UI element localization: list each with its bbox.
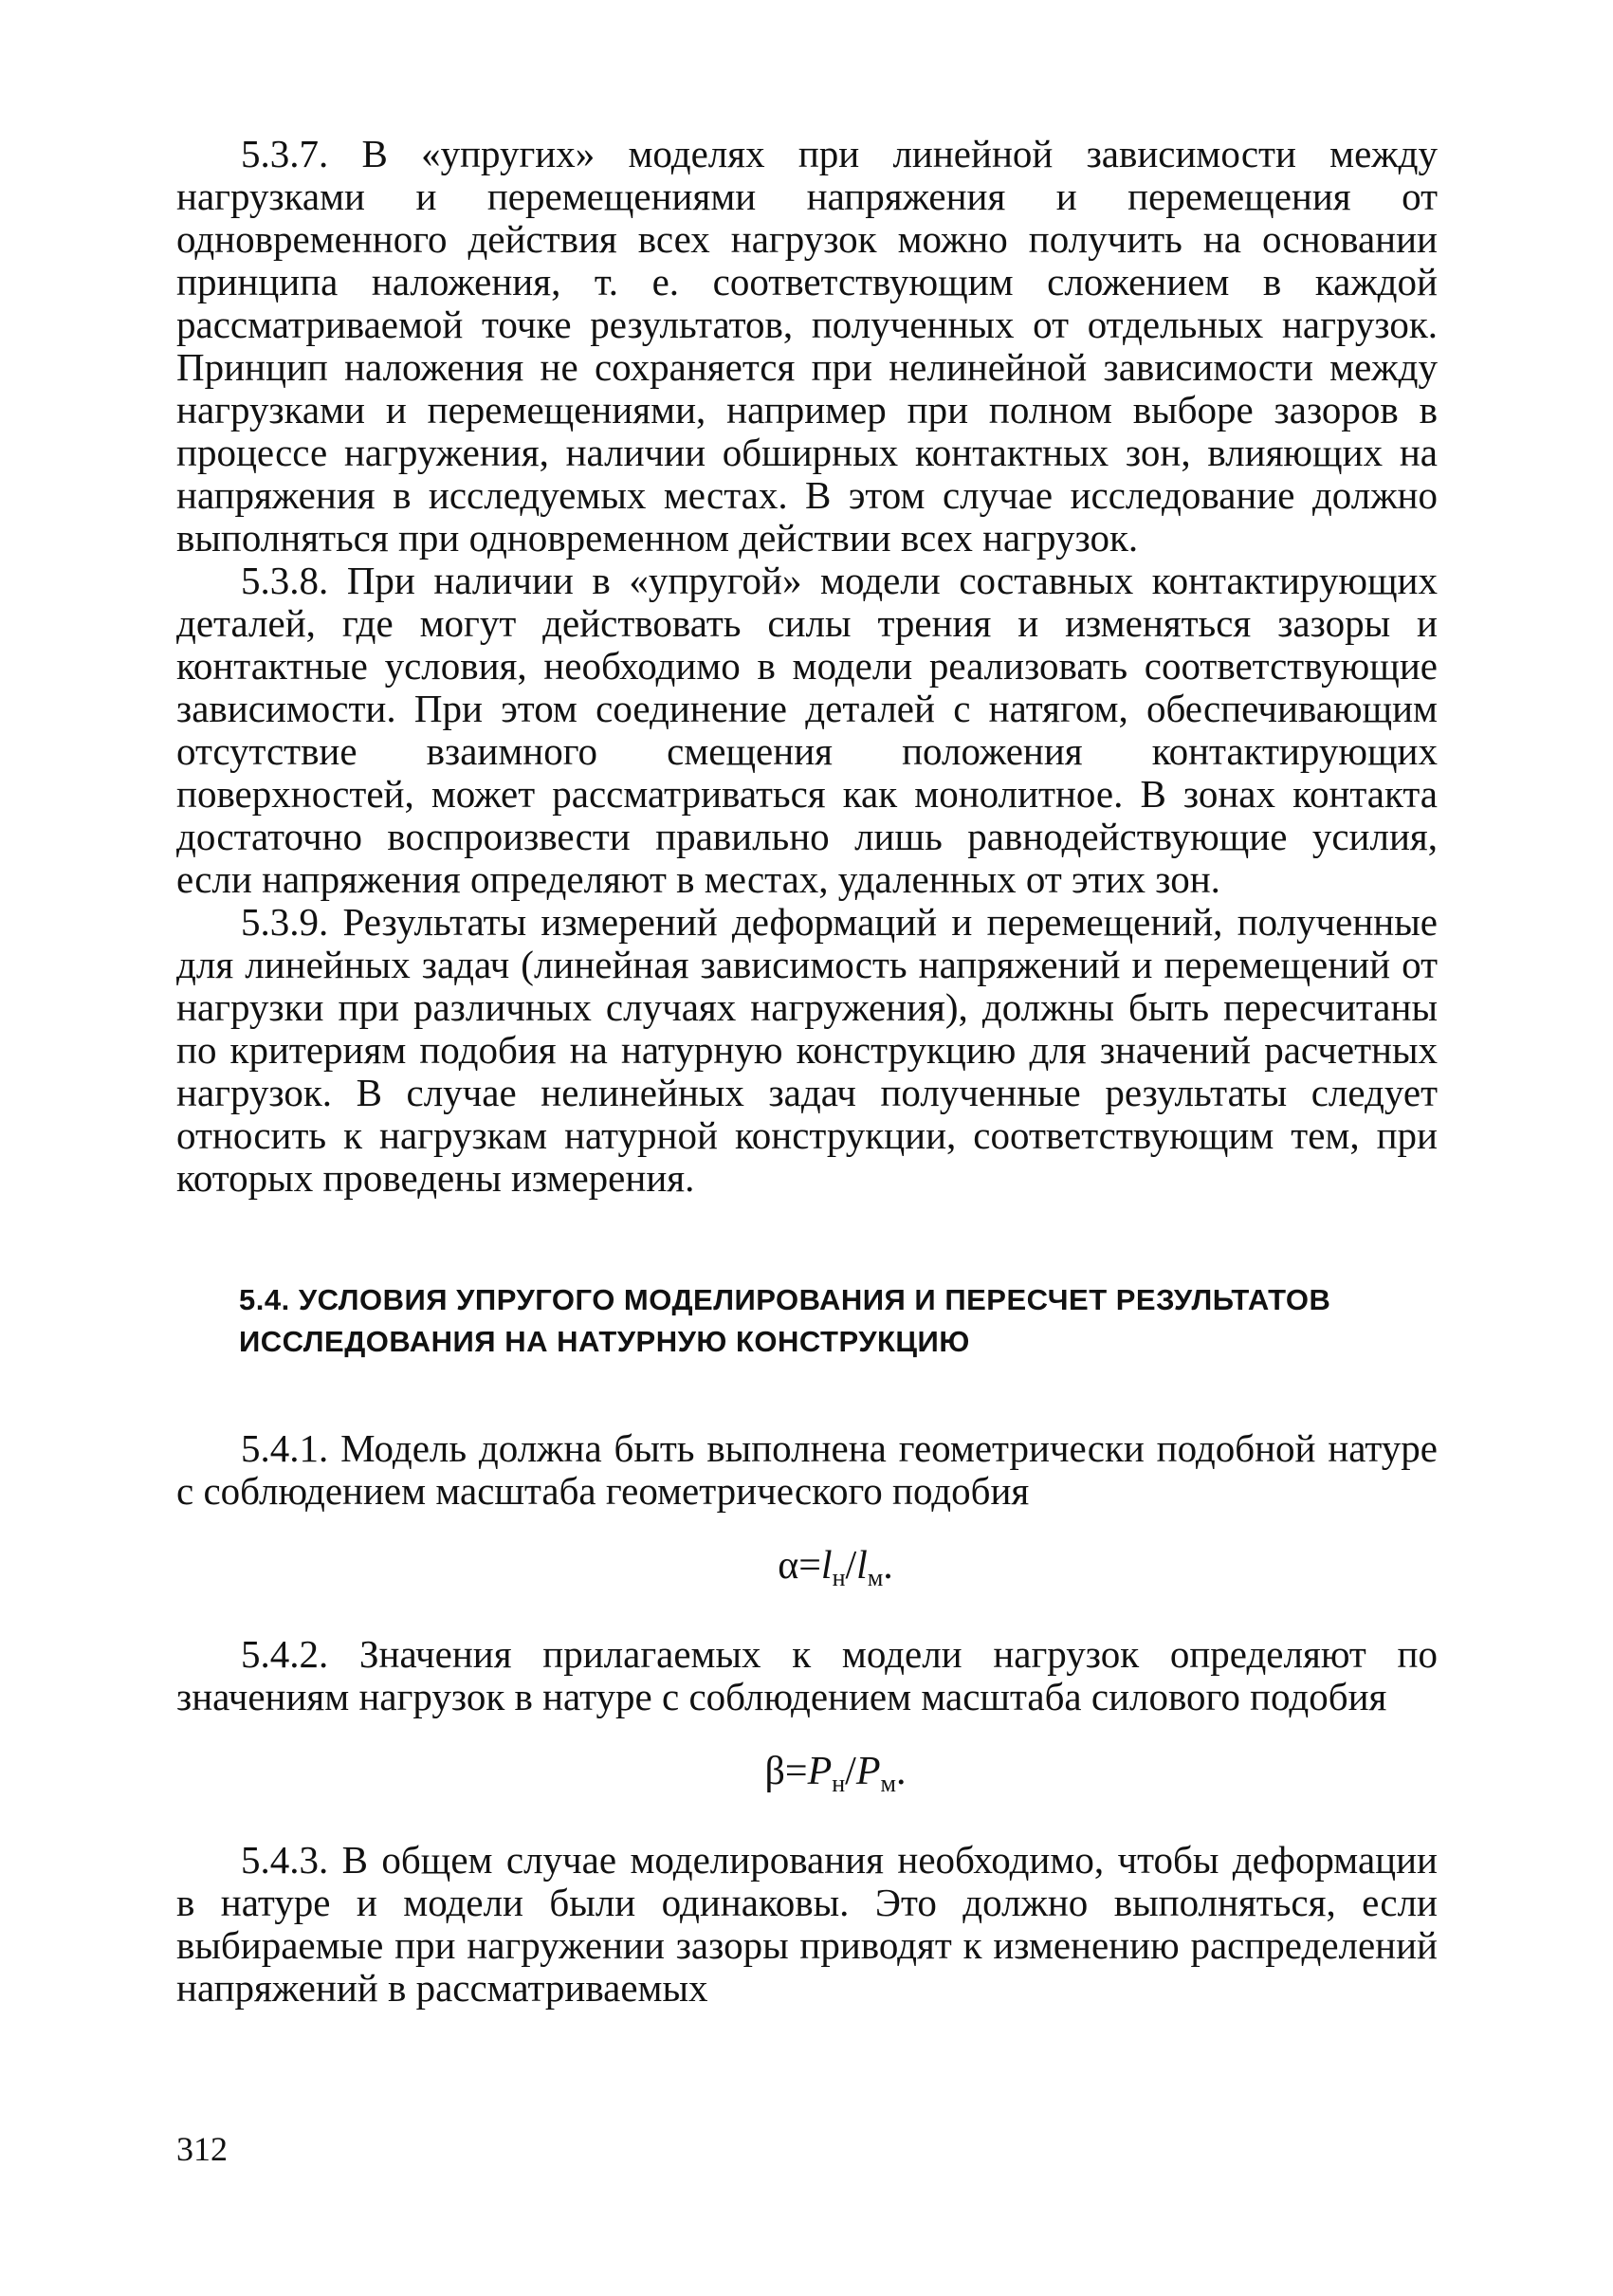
formula-beta-slash: / [845,1750,856,1793]
formula-geometric-scale [176,1543,1438,1601]
section-heading: 5.4. УСЛОВИЯ УПРУГОГО МОДЕЛИРОВАНИЯ И ПЕРЕСЧЕТ РЕЗУЛЬТАТОВ ИССЛЕДОВАНИЯ НА НАТУРНУЮ КОНСТРУКЦИЮ [239,1283,1331,1358]
formula-alpha-denominator: l [856,1544,868,1588]
page-number: 312 [176,2130,228,2168]
document-page [176,133,1438,2010]
paragraph-5-4-3: 5.4.3. В общем случае моделирования необходимо, чтобы деформации в натуре и модели были одинаковы. Это должно выполняться, если выбираемые при нагружении зазоры приводят к изменению распределений напряжений в рассматриваемых [176,1838,1438,2010]
formula-alpha-numerator-index: н [832,1564,846,1591]
formula-beta-equals: = [784,1750,808,1793]
formula-alpha-denominator-index: м [867,1564,884,1591]
paragraph-5-3-8: 5.3.8. При наличии в «упругой» модели составных контактирующих деталей, где могут действовать силы трения и изменяться зазоры и контактные условия, необходимо в модели реализовать соответствующие зависимости. При этом соединение деталей с натягом, обеспечивающим отсутствие взаимного смещения положения контактирующих поверхностей, может рассматриваться как монолитное. В зонах контакта достаточно воспроизвести правильно лишь равнодействующие усилия, если напряжения определяют в местах, удаленных от этих зон. [176,559,1438,901]
paragraph-5-3-7: 5.3.7. В «упругих» моделях при линейной зависимости между нагрузками и перемещениями напряжения и перемещения от одновременного действия всех нагрузок можно получить на основании принципа наложения, т. е. соответствующим сложением в каждой рассматриваемой точке результатов, полученных от отдельных нагрузок. Принцип наложения не сохраняется при нелинейной зависимости между нагрузками и перемещениями, например при полном выборе зазоров в процессе нагружения, наличии обширных контактных зон, влияющих на напряжения в исследуемых местах. В этом случае исследование должно выполняться при одновременном действии всех нагрузок. [176,132,1438,560]
formula-beta-numerator: P [807,1750,833,1793]
formula-beta-denominator-index: м [880,1770,896,1797]
formula-force-scale [176,1749,1438,1807]
formula-beta-denominator: P [855,1750,881,1793]
formula-alpha-slash: / [845,1544,857,1588]
formula-beta-numerator-index: н [832,1770,846,1797]
formula-beta-period: . [895,1750,907,1793]
paragraph-5-3-9: 5.3.9. Результаты измерений деформаций и перемещений, полученные для линейных задач (линейная зависимость напряжений и перемещений от нагрузки при различных случаях нагружения), должны быть пересчитаны по критериям подобия на натурную конструкцию для значений расчетных нагрузок. В случае нелинейных задач полученные результаты следует относить к нагрузкам натурной конструкции, соответствующим тем, при которых проведены измерения. [176,900,1438,1200]
formula-alpha-period: . [883,1544,893,1588]
paragraph-5-4-2: 5.4.2. Значения прилагаемых к модели нагрузок определяют по значениям нагрузок в натуре с соблюдением масштаба силового подобия [176,1632,1438,1718]
formula-beta-symbol: β [764,1750,785,1793]
formula-alpha-numerator: l [820,1544,833,1588]
paragraph-5-4-1: 5.4.1. Модель должна быть выполнена геометрически подобной натуре с соблюдением масштаба геометрического подобия [176,1426,1438,1513]
formula-alpha-equals: = [798,1544,821,1588]
formula-alpha-symbol: α [778,1544,799,1588]
